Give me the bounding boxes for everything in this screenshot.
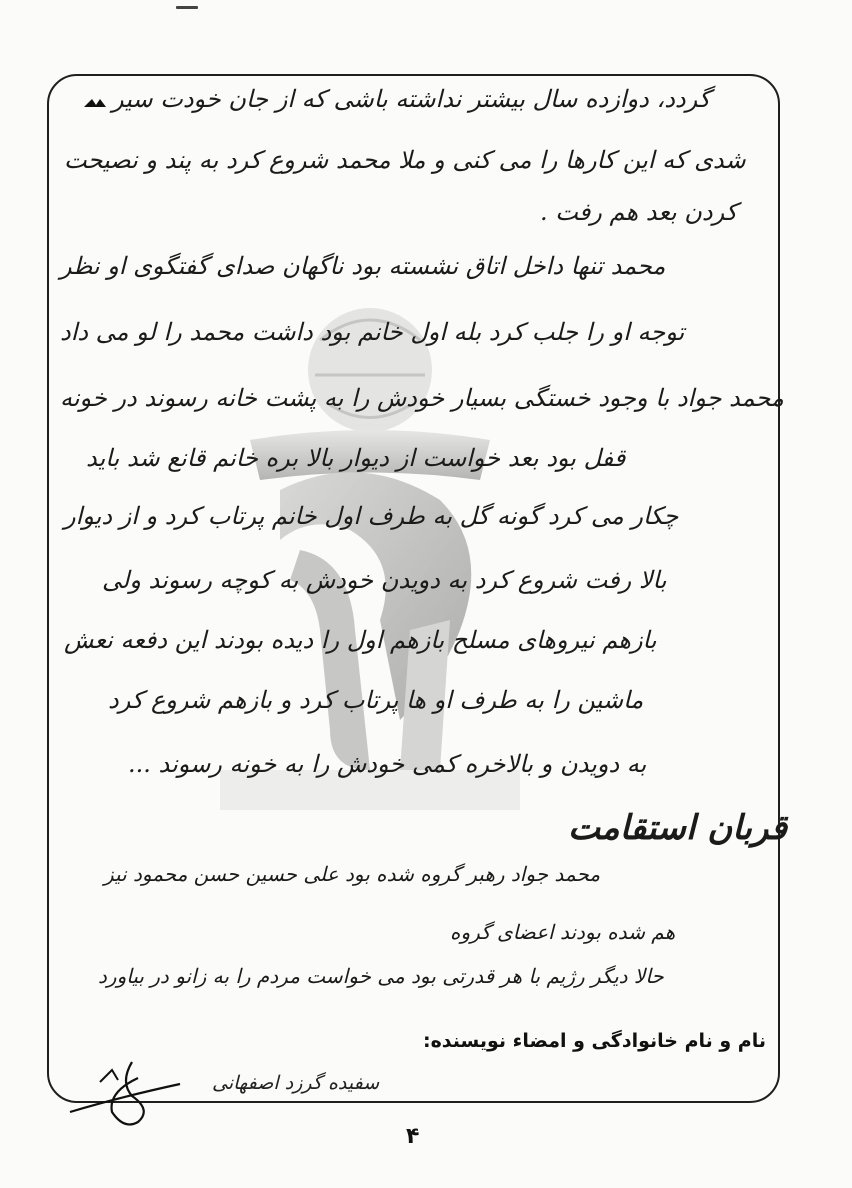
paragraph-line: کردن بعد هم رفت . [540, 198, 738, 226]
scan-mark [176, 6, 198, 9]
paragraph-line: ماشین را به طرف او ها پرتاب کرد و بازهم شروع کرد [108, 686, 644, 714]
paragraph-line: بالا رفت شروع کرد به دویدن خودش به کوچه رسوند ولی [102, 566, 667, 594]
paragraph-line: قفل بود بعد خواست از دیوار بالا بره خانم قانع شد باید [86, 444, 626, 472]
paragraph-line: محمد جواد با وجود خستگی بسیار خودش را به پشت خانه رسوند در خونه [60, 384, 784, 412]
paragraph-line: بازهم نیروهای مسلح بازهم اول را دیده بودند این دفعه نعش [64, 626, 657, 654]
paragraph-line: چکار می کرد گونه گل به طرف اول خانم پرتاب کرد و از دیوار [64, 502, 679, 530]
section-line: حالا دیگر رژیم با هر قدرتی بود می خواست مردم را به زانو در بیاورد [98, 964, 664, 988]
paragraph-line: به دویدن و بالاخره کمی خودش را به خونه رسوند ... [128, 750, 647, 778]
section-line: محمد جواد رهبر گروه شده بود علی حسین حسن محمود نیز [104, 862, 601, 886]
hand-drawn-bullet-icon [82, 95, 108, 111]
section-line: هم شده بودند اعضای گروه [450, 920, 676, 944]
paragraph-line: توجه او را جلب کرد بله اول خانم بود داشت محمد را لو می داد [60, 318, 685, 346]
paragraph-line: شدی که این کارها را می کنی و ملا محمد شروع کرد به پند و نصیحت [64, 146, 746, 174]
section-title: قربان استقامت [568, 808, 787, 848]
author-signature-label: نام و نام خانوادگی و امضاء نویسنده: [422, 1030, 766, 1052]
paragraph-line: محمد تنها داخل اتاق نشسته بود ناگهان صدای گفتگوی او نظر [60, 252, 666, 280]
handwritten-signature [60, 1052, 230, 1132]
author-name: سفیده گرزد اصفهانی [212, 1072, 380, 1094]
paragraph-line: گردد، دوازده سال بیشتر نداشته باشی که از جان خودت سیر [112, 85, 711, 113]
page-number: ۴ [406, 1124, 420, 1149]
